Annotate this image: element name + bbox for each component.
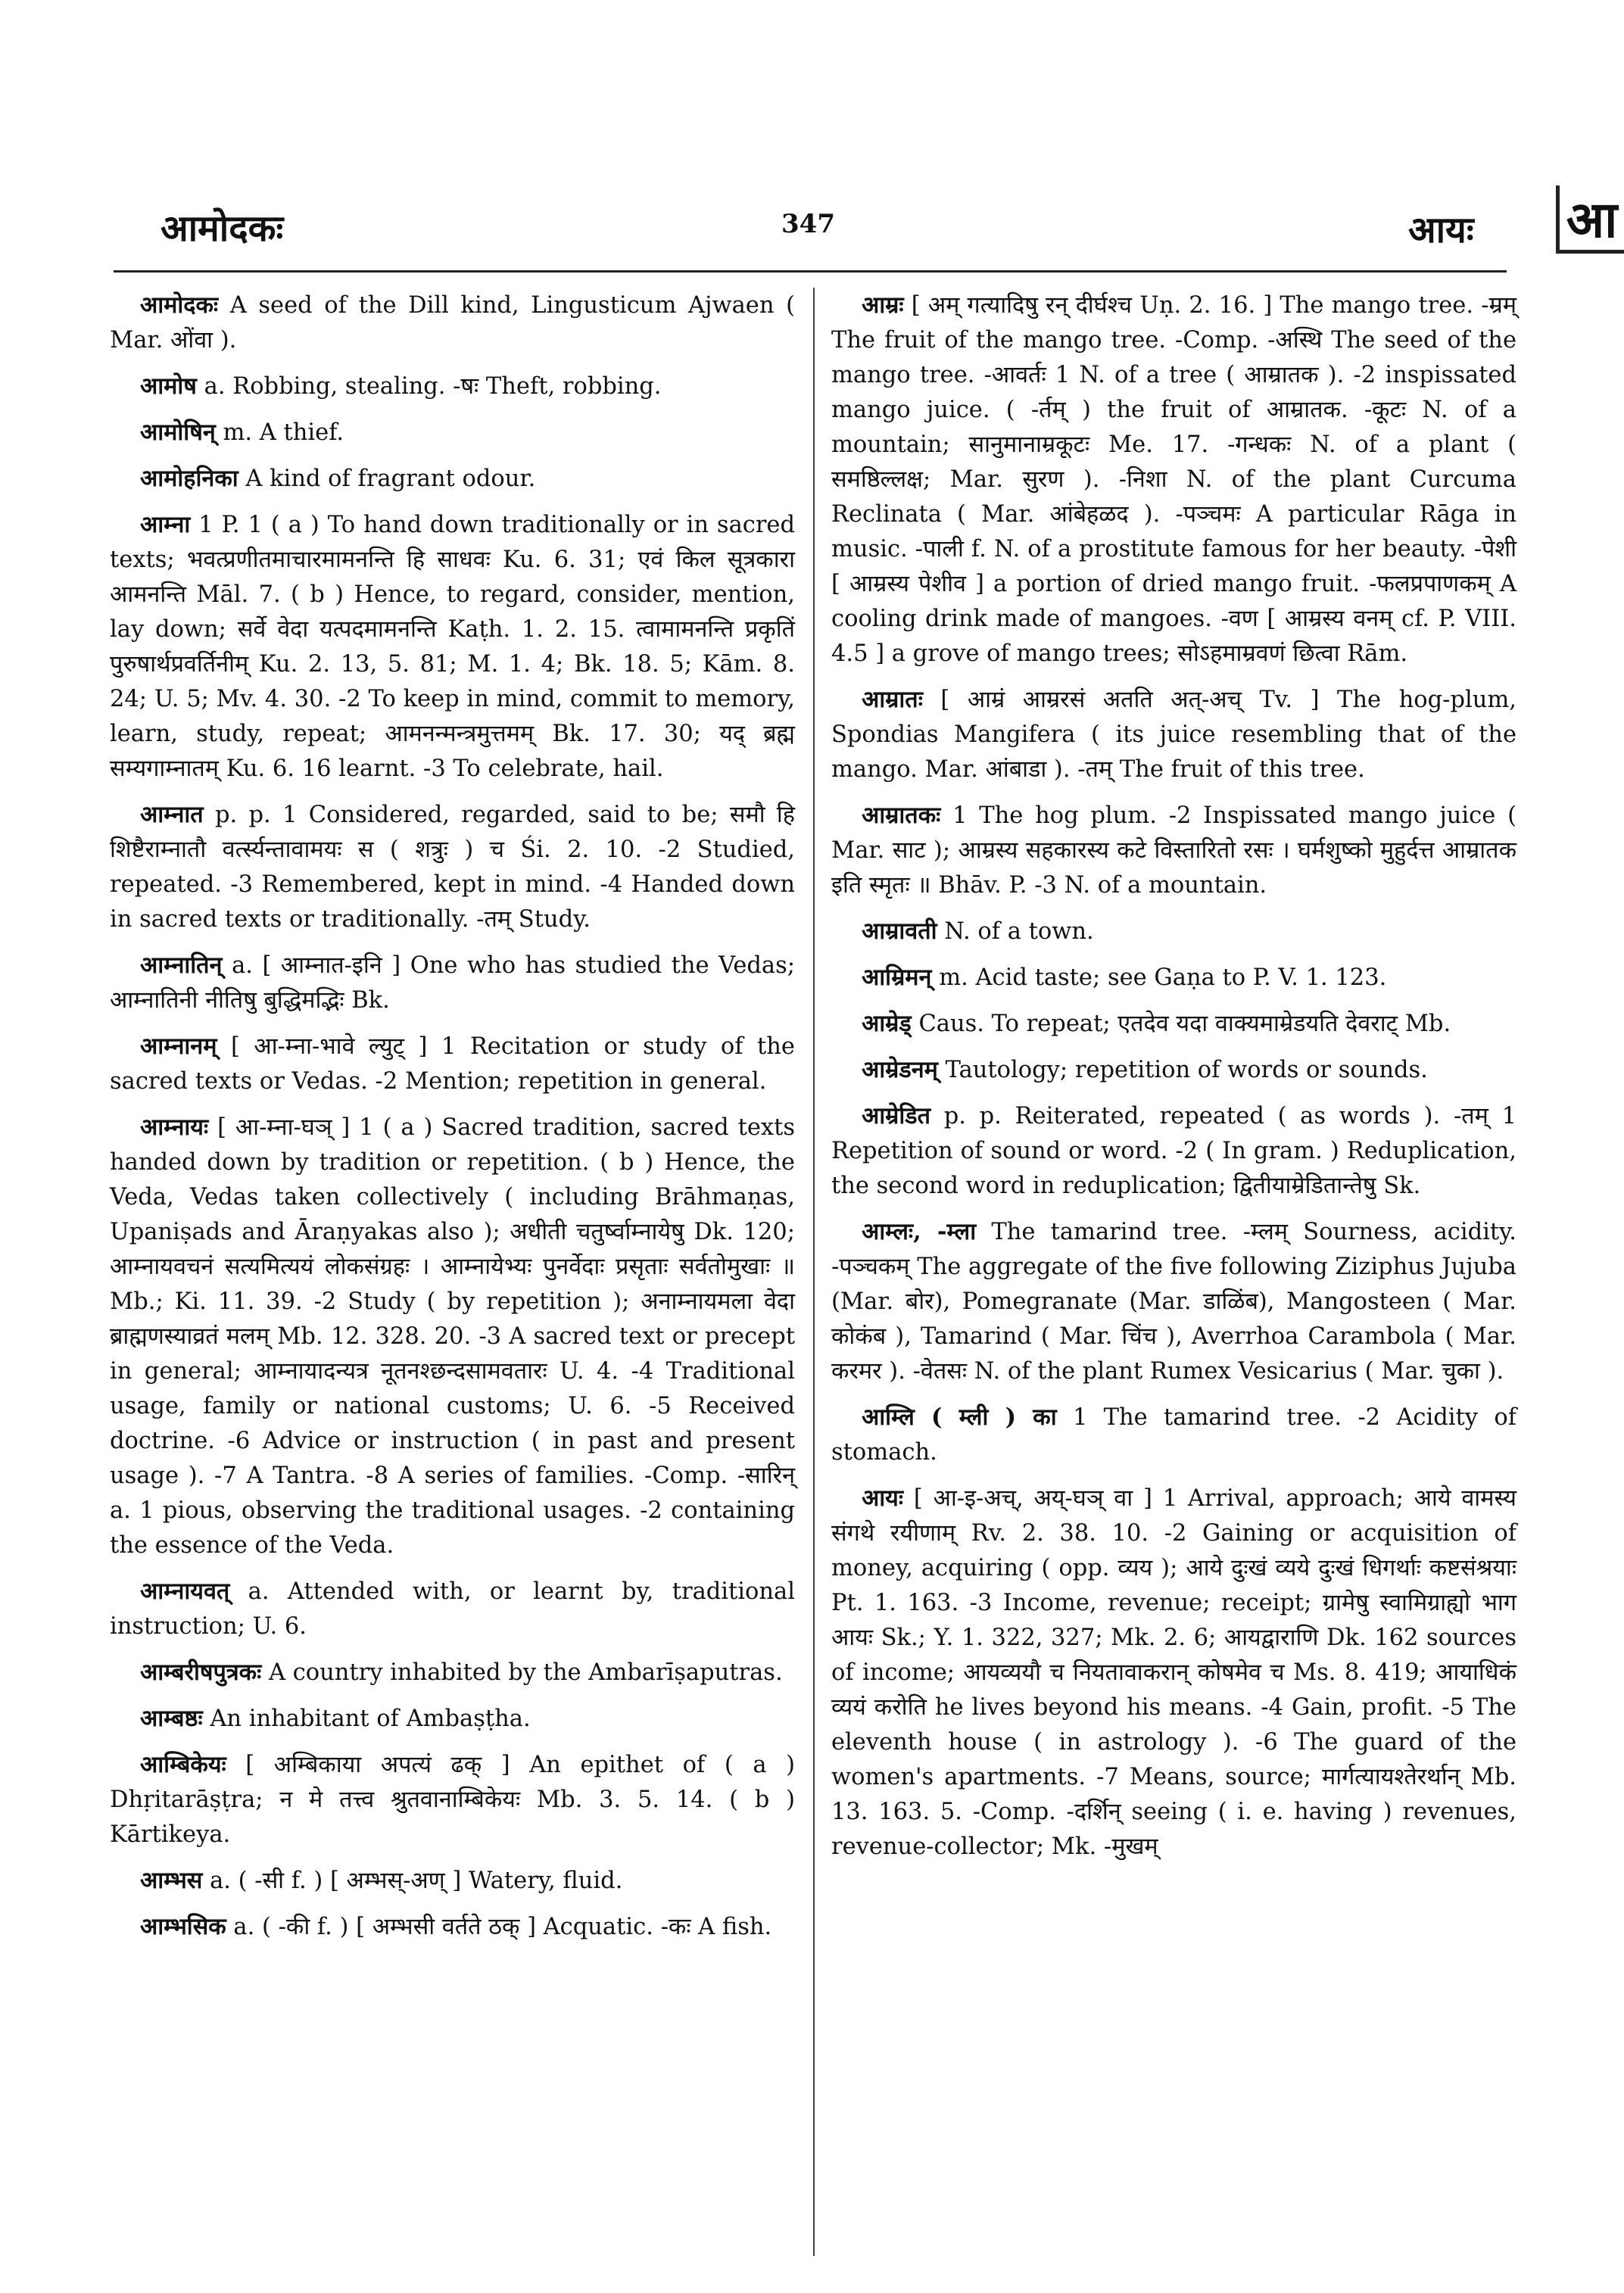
entry-text: A seed of the Dill kind, Lingusticum Ajwaen ( Mar. ओंवा ). [110,292,795,354]
entry-text: a. ( -सी f. ) [ अम्भस्-अण् ] Watery, fluid. [210,1868,623,1894]
right-column [831,288,1516,1875]
dictionary-entry [110,1655,795,1690]
entry-text: N. of a town. [944,918,1094,945]
entry-headword: आम्रः [862,291,904,319]
dictionary-entry [110,1574,795,1644]
dictionary-entry [831,798,1516,903]
entry-text: A kind of fragrant odour. [245,466,536,492]
entry-text: a. Attended with, or learnt by, traditional instruction; U. 6. [110,1578,795,1640]
entry-headword: आयः [862,1485,904,1512]
entry-headword: आमोषिन् [140,419,216,446]
header-rule [114,270,1507,273]
entry-headword: आम्रेडित [862,1102,931,1129]
entry-text: [ अम्बिकाया अपत्यं ढक् ] An epithet of ( a ) Dhṛitarāṣṭra; न मे तत्त्व श्रुतवानाम्बिकेयः Mb. 3. 5. 14. ( b ) Kārtikeya. [110,1752,795,1848]
entry-headword: आमोहनिका [140,465,238,492]
entry-headword: आम्नायवत् [140,1578,230,1605]
entry-headword: आम्लः, -म्ला [862,1218,977,1245]
entry-text: 1 The hog plum. -2 Inspissated mango juice ( Mar. साट ); आम्रस्य सहकारस्य कटे विस्तारितो रसः । घर्मशुष्को मुहुर्दत्त आम्रातक इति स्मृतः ॥ Bhāv. P. -3 N. of a mountain. [831,802,1516,899]
left-column [110,288,795,1955]
entry-headword: आम्रेड् [862,1010,912,1037]
entry-text: Tautology; repetition of words or sounds. [945,1057,1428,1083]
entry-headword: आम्रातः [862,686,923,713]
dictionary-entry [110,1701,795,1737]
dictionary-entry [831,1481,1516,1865]
entry-text: a. Robbing, stealing. -षः Theft, robbing. [204,373,662,400]
entry-text: The tamarind tree. -म्लम् Sourness, acidity. -पञ्चकम् The aggregate of the five following Ziziphus Jujuba (Mar. बोर), Pomegranate (Mar. डाळिंब), Mangosteen ( Mar. कोकंब ), Tamarind ( Mar. चिंच ), Averrhoa Carambola ( Mar. करमर ). -वेतसः N. of the plant Rumex Vesicarius ( Mar. चुका ). [831,1219,1516,1385]
entry-headword: आम्रिमन् [862,964,932,991]
dictionary-entry [831,1052,1516,1088]
dictionary-entry [831,1006,1516,1042]
page-header [0,0,1624,265]
entry-headword: आम्रावती [862,918,937,945]
right-guide-word: आयः [1408,209,1474,251]
entry-text: [ आम्रं आम्ररसं अतति अत्-अच् Tv. ] The hog-plum, Spondias Mangifera ( its juice resembling that of the mango. Mar. आंबाडा ). -तम् The fruit of this tree. [831,687,1516,783]
entry-headword: आम्बष्ठः [140,1705,203,1732]
dictionary-entry [831,1400,1516,1470]
entry-text: p. p. 1 Considered, regarded, said to be; समौ हि शिष्टैराम्नातौ वर्त्स्यन्तावामयः स ( शत्रुः ) च Śi. 2. 10. -2 Studied, repeated. -3 Remembered, kept in mind. -4 Handed down in sacred texts or traditionally. -तम् Study. [110,802,795,933]
entry-text: m. A thief. [223,419,344,446]
entry-text: [ आ-म्ना-घञ् ] 1 ( a ) Sacred tradition, sacred texts handed down by tradition or repetition. ( b ) Hence, the Veda, Vedas taken collectively ( including Brāhmaṇas, Upaniṣads and Āraṇyakas also ); अधीती चतुर्ष्वाम्नायेषु Dk. 120; आम्नायवचनं सत्यमित्ययं लोकसंग्रहः । आम्नायेभ्यः पुनर्वेदाः प्रसृताः सर्वतोमुखाः ॥ Mb.; Ki. 11. 39. -2 Study ( by repetition ); अनाम्नायमला वेदा ब्राह्मणस्याव्रतं मलम् Mb. 12. 328. 20. -3 A sacred text or precept in general; आम्नायादन्यत्र नूतनश्छन्दसामवतारः U. 4. -4 Traditional usage, family or national customs; U. 6. -5 Received doctrine. -6 Advice or instruction ( in past and present usage ). -7 A Tantra. -8 A series of families. -Comp. -सारिन् a. 1 pious, observing the traditional usages. -2 containing the essence of the Veda. [110,1114,795,1559]
dictionary-entry [831,914,1516,949]
dictionary-entry [110,797,795,937]
entry-headword: आम्नातिन् [140,952,223,979]
entry-text: 1 The tamarind tree. -2 Acidity of stomach. [831,1404,1516,1466]
entry-text: A country inhabited by the Ambarīṣaputras. [268,1659,783,1686]
entry-text: m. Acid taste; see Gaṇa to P. V. 1. 123. [939,964,1387,991]
dictionary-entry [110,461,795,497]
dictionary-entry [110,1863,795,1899]
entry-text: 1 P. 1 ( a ) To hand down traditionally or in sacred texts; भवत्प्रणीतमाचारमामनन्ति हि साधवः Ku. 6. 31; एवं किल सूत्रकारा आमनन्ति Māl. 7. ( b ) Hence, to regard, consider, mention, lay down; सर्वे वेदा यत्पदमामनन्ति Kaṭh. 1. 2. 15. त्वामामनन्ति प्रकृतिं पुरुषार्थप्रवर्तिनीम् Ku. 2. 13, 5. 81; M. 1. 4; Bk. 18. 5; Kām. 8. 24; U. 5; Mv. 4. 30. -2 To keep in mind, commit to memory, learn, study, repeat; आमनन्मन्त्रमुत्तमम् Bk. 17. 30; यद् ब्रह्म सम्यगाम्नातम् Ku. 6. 16 learnt. -3 To celebrate, hail. [110,512,795,782]
entry-headword: आम्भस [140,1867,203,1894]
dictionary-entry [110,1747,795,1852]
entry-headword: आम्भसिक [140,1913,226,1940]
page-number: 347 [781,209,835,239]
dictionary-entry [110,369,795,404]
entry-headword: आम्रातकः [862,802,941,829]
dictionary-entry [110,1110,795,1563]
entry-text: p. p. Reiterated, repeated ( as words ). -तम् 1 Repetition of sound or word. -2 ( In gram. ) Reduplication, the second word in reduplication; द्वितीयाम्रेडितान्तेषु Sk. [831,1103,1516,1199]
entry-headword: आमोष [140,372,197,400]
dictionary-entry [110,415,795,450]
column-divider [813,288,815,2256]
entry-text: a. ( -की f. ) [ अम्भसी वर्तते ठक् ] Acquatic. -कः A fish. [233,1914,772,1940]
entry-text: a. [ आम्नात-इनि ] One who has studied the Vedas; आम्नातिनी नीतिषु बुद्धिमद्भिः Bk. [110,952,795,1014]
dictionary-entry [831,1214,1516,1389]
entry-headword: आम्नानम् [140,1033,217,1060]
entry-text: [ आ-इ-अच्, अय्-घञ् वा ] 1 Arrival, approach; आये वामस्य संगथे रयीणाम् Rv. 2. 38. 10. -2 Gaining or acquisition of money, acquiring ( opp. व्यय ); आये दुःखं व्यये दुःखं धिगर्थाः कष्टसंश्रयाः Pt. 1. 163. -3 Income, revenue; receipt; ग्रामेषु स्वामिग्राह्यो भाग आयः Sk.; Y. 1. 322, 327; Mk. 2. 6; आयद्वाराणि Dk. 162 sources of income; आयव्ययौ च नियतावाकरान् कोषमेव च Ms. 8. 419; आयाधिकं व्ययं करोति he lives beyond his means. -4 Gain, profit. -5 The eleventh house ( in astrology ). -6 The guard of the women's apartments. -7 Means, source; मार्गत्यायश्तेरर्थान् Mb. 13. 163. 5. -Comp. -दर्शिन् seeing ( i. e. having ) revenues, revenue-collector; Mk. -मुखम् [831,1485,1516,1860]
dictionary-entry [110,1029,795,1099]
entry-headword: आमोदकः [140,291,219,319]
dictionary-entry [831,960,1516,995]
entry-text: An inhabitant of Ambaṣṭha. [210,1706,531,1732]
entry-text: Caus. To repeat; एतदेव यदा वाक्यमाम्रेडयति देवराट् Mb. [918,1011,1451,1037]
entry-headword: आम्बिकेयः [140,1751,226,1778]
entry-text: [ अम् गत्यादिषु रन् दीर्घश्च Uṇ. 2. 16. ] The mango tree. -म्रम् The fruit of the mango tree. -Comp. -अस्थि The seed of the mango tree. -आवर्तः 1 N. of a tree ( आम्रातक ). -2 inspissated mango juice. ( -र्तम् ) the fruit of आम्रातक. -कूटः N. of a mountain; सानुमानाम्रकूटः Me. 17. -गन्धकः N. of a plant ( समष्ठिल्लक्ष; Mar. सुरण ). -निशा N. of the plant Curcuma Reclinata ( Mar. आंबेहळद ). -पञ्चमः A particular Rāga in music. -पाली f. N. of a prostitute famous for her beauty. -पेशी [ आम्रस्य पेशीव ] a portion of dried mango fruit. -फलप्रपाणकम् A cooling drink made of mangoes. -वण [ आम्रस्य वनम् cf. P. VIII. 4.5 ] a grove of mango trees; सोऽहमाम्रवणं छित्वा Rām. [831,292,1516,667]
entry-headword: आम्ना [140,511,191,538]
entry-headword: आम्लि ( म्ली ) का [862,1404,1057,1431]
dictionary-entry [831,1098,1516,1204]
entry-headword: आम्बरीषपुत्रकः [140,1659,262,1686]
dictionary-entry [831,288,1516,671]
dictionary-entry [110,288,795,358]
dictionary-entry [110,948,795,1018]
thumb-index-tab: आ [1556,185,1624,254]
entry-headword: आम्नात [140,801,204,828]
dictionary-entry [110,1909,795,1945]
entry-headword: आम्नायः [140,1114,209,1141]
dictionary-entry [831,682,1516,787]
entry-text: [ आ-म्ना-भावे ल्युट् ] 1 Recitation or study of the sacred texts or Vedas. -2 Mention; repetition in general. [110,1033,795,1095]
entry-headword: आम्रेडनम् [862,1056,938,1083]
left-guide-word: आमोदकः [161,207,284,250]
dictionary-entry [110,507,795,787]
